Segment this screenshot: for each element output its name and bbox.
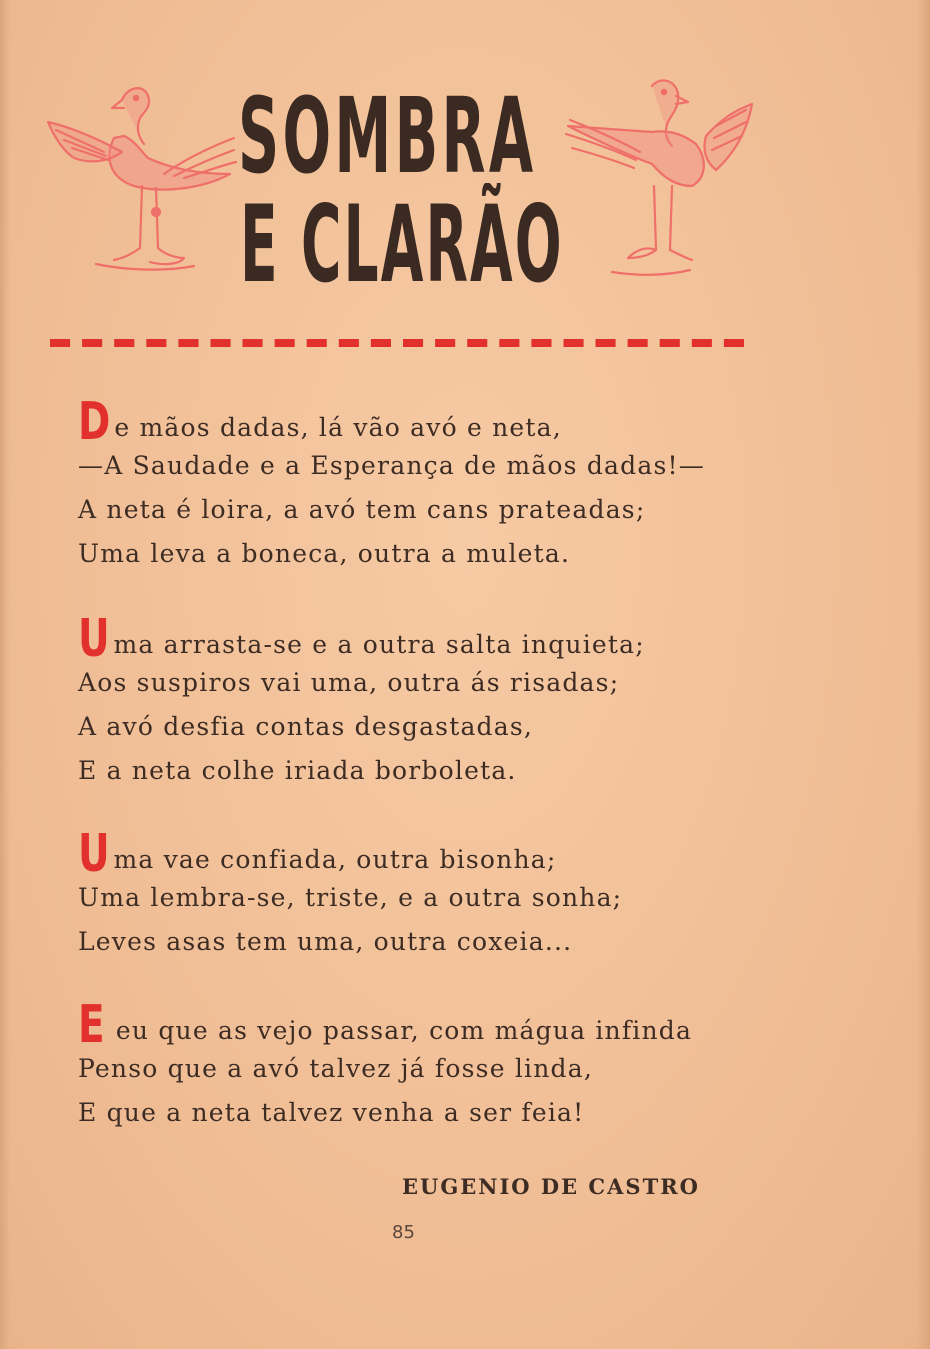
divider-dash [467,339,487,347]
poem-line [78,995,693,1055]
divider-dash [114,339,134,347]
divider-dash [82,339,102,347]
page-edge-shadow-right [916,0,930,1349]
line-text: ma arrasta-se e a outra salta inquieta; [113,630,645,659]
stanza-4 [78,995,693,1135]
line-text: e mãos dadas, lá vão avó e neta, [114,413,562,442]
divider-dash [435,339,455,347]
poem-line: A neta é loira, a avó tem cans prateadas; [78,495,646,524]
divider-dash [307,339,327,347]
line-text: ma vae confiada, outra bisonha; [113,845,557,874]
dashed-divider [46,338,752,348]
drop-cap: E [78,995,106,1055]
poem-line [78,824,622,884]
poem-line: —A Saudade e a Esperança de mãos dadas!— [78,451,705,480]
divider-dash [531,339,551,347]
poem-line: A avó desfia contas desgastadas, [78,712,534,741]
right-bird-icon [556,74,756,284]
stanza-1 [78,392,705,576]
poem-line: Leves asas tem uma, outra coxeia... [78,927,573,956]
drop-cap: U [78,609,111,669]
divider-dash [339,339,359,347]
stanza-2 [78,609,645,793]
title-line-2: E CLARÃO [240,183,564,306]
poem-line: Penso que a avó talvez já fosse linda, [78,1054,593,1083]
divider-dash [660,339,680,347]
divider-dash [178,339,198,347]
divider-dash [275,339,295,347]
divider-dash [628,339,648,347]
poem-line: Uma lembra-se, triste, e a outra sonha; [78,883,623,912]
line-text: eu que as vejo passar, com mágua infinda [106,1016,693,1045]
divider-dash [371,339,391,347]
poem-line [78,609,645,669]
divider-dash [692,339,712,347]
divider-dash [211,339,231,347]
divider-dash [146,339,166,347]
page-edge-shadow-left [0,0,10,1349]
divider-dash [499,339,519,347]
drop-cap: D [78,392,112,452]
page-number: 85 [392,1222,415,1243]
poem-line [78,392,705,452]
divider-dash [403,339,423,347]
drop-cap: U [78,824,111,884]
divider-dash [724,339,744,347]
divider-dash [243,339,263,347]
poem-line: Uma leva a boneca, outra a muleta. [78,539,571,568]
author-name: EUGENIO DE CASTRO [402,1174,700,1199]
left-bird-icon [44,78,244,278]
poem-line: E a neta colhe iriada borboleta. [78,756,517,785]
stanza-3 [78,824,623,964]
divider-dash [596,339,616,347]
poem-line: Aos suspiros vai uma, outra ás risadas; [78,668,620,697]
poem-line: E que a neta talvez venha a ser feia! [78,1098,585,1127]
title-line-1: SOMBRA [238,75,537,197]
divider-dash [50,339,70,347]
divider-dash [564,339,584,347]
